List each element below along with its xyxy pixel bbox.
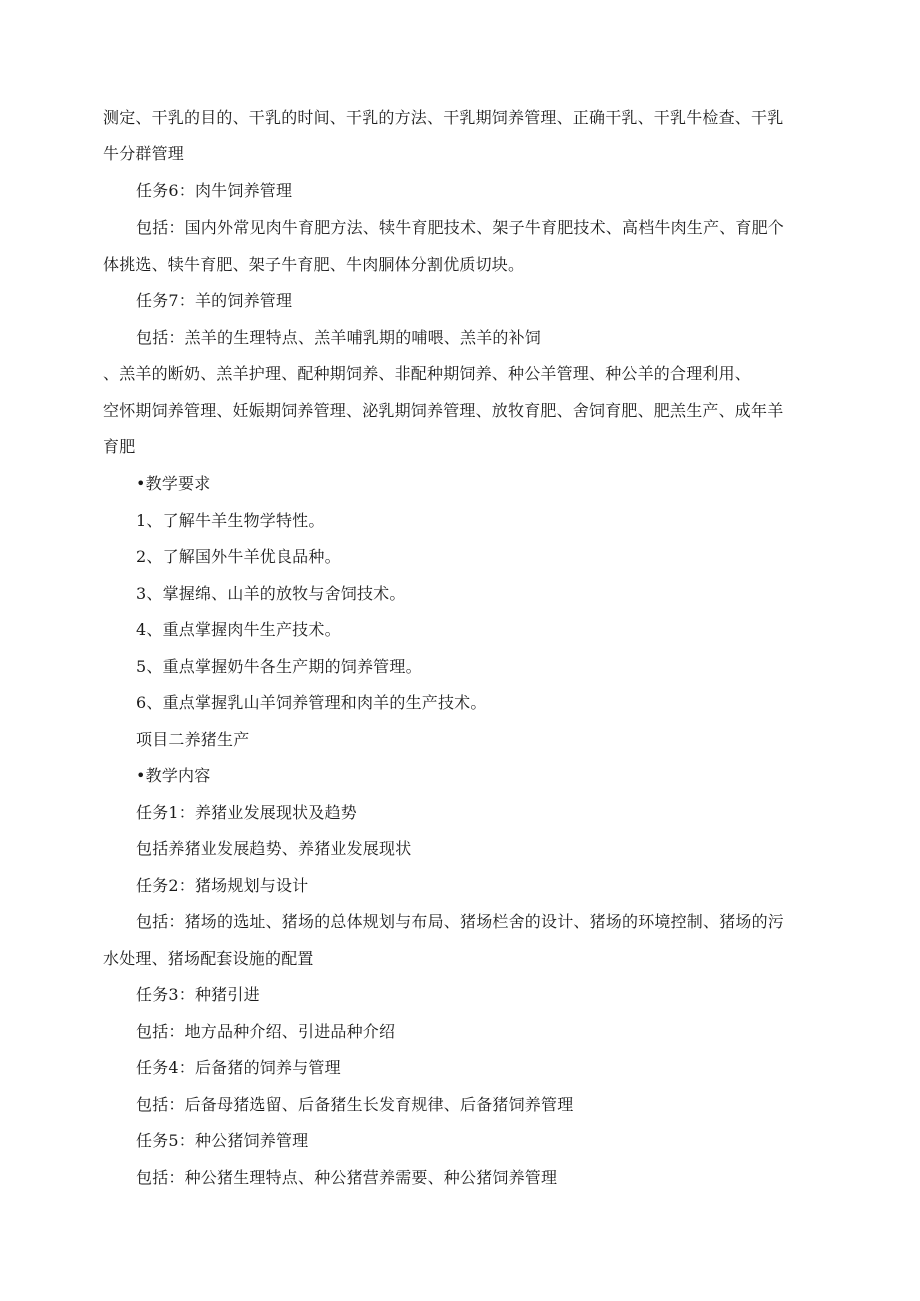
text-line: 包括：地方品种介绍、引进品种介绍 [136,1022,396,1041]
task-heading: 任务7：羊的饲养管理 [136,291,293,310]
list-item: 1、了解牛羊生物学特性。 [136,511,325,530]
task-heading: 任务2：猪场规划与设计 [136,876,309,895]
task-heading: 任务4：后备猪的饲养与管理 [136,1058,341,1077]
text-line: 包括：国内外常见肉牛育肥方法、犊牛育肥技术、架子牛育肥技术、高档牛肉生产、育肥个 [136,218,785,237]
list-item: 6、重点掌握乳山羊饲养管理和肉羊的生产技术。 [136,693,487,712]
text-line: 包括：种公猪生理特点、种公猪营养需要、种公猪饲养管理 [136,1168,558,1187]
text-line: 测定、干乳的目的、干乳的时间、干乳的方法、干乳期饲养管理、正确干乳、干乳牛检查、干乳 [103,108,784,127]
section-heading: •教学内容 [136,766,211,785]
task-heading: 任务1：养猪业发展现状及趋势 [136,803,357,822]
text-line: 体挑选、犊牛育肥、架子牛育肥、牛肉胴体分割优质切块。 [103,255,525,274]
text-line: 包括：猪场的选址、猪场的总体规划与布局、猪场栏舍的设计、猪场的环境控制、猪场的污 [136,912,785,931]
list-item: 5、重点掌握奶牛各生产期的饲养管理。 [136,657,422,676]
text-line: 包括：羔羊的生理特点、羔羊哺乳期的哺喂、羔羊的补饲 [136,328,542,347]
task-heading: 任务5：种公猪饲养管理 [136,1131,309,1150]
text-line: 包括：后备母猪选留、后备猪生长发育规律、后备猪饲养管理 [136,1095,574,1114]
project-heading: 项目二养猪生产 [136,730,250,749]
list-item: 3、掌握绵、山羊的放牧与舍饲技术。 [136,584,406,603]
text-line: 水处理、猪场配套设施的配置 [103,949,314,968]
list-item: 2、了解国外牛羊优良品种。 [136,547,341,566]
text-line: 空怀期饲养管理、妊娠期饲养管理、泌乳期饲养管理、放牧育肥、舍饲育肥、肥羔生产、成年羊 [103,401,784,420]
section-heading: •教学要求 [136,474,211,493]
text-line: 包括养猪业发展趋势、养猪业发展现状 [136,839,412,858]
task-heading: 任务3：种猪引进 [136,985,260,1004]
text-line: 牛分群管理 [103,144,185,163]
task-heading: 任务6：肉牛饲养管理 [136,181,293,200]
text-line: 、羔羊的断奶、羔羊护理、配种期饲养、非配种期饲养、种公羊管理、种公羊的合理利用、 [103,364,752,383]
text-line: 育肥 [103,437,136,456]
list-item: 4、重点掌握肉牛生产技术。 [136,620,341,639]
